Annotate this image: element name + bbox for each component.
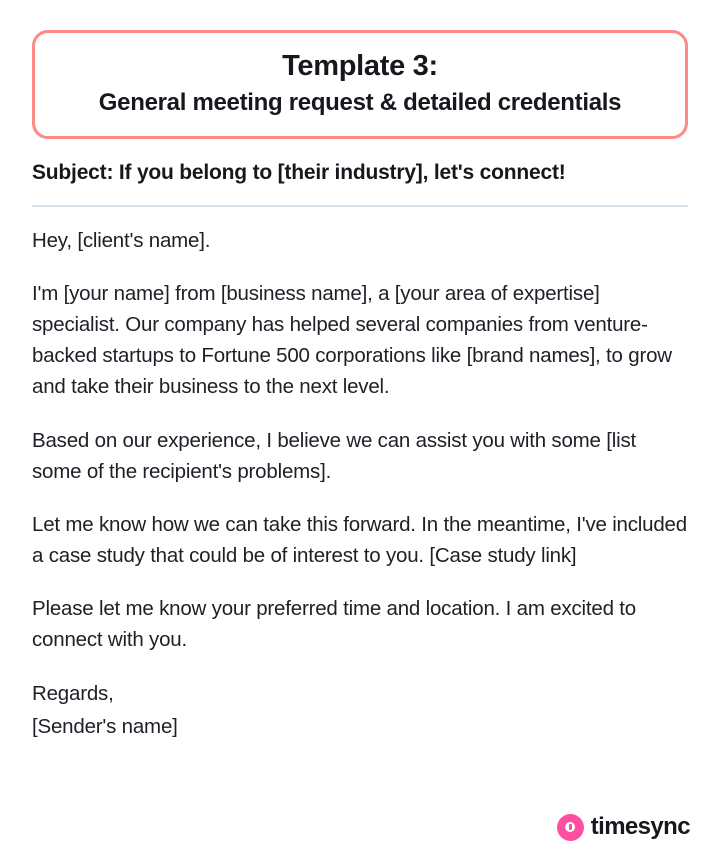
email-subject: Subject: If you belong to [their industry], let's connect! <box>32 160 566 184</box>
page-title: Template 3: <box>282 50 438 82</box>
brand-logo <box>557 813 690 841</box>
email-paragraph-2: Based on our experience, I believe we can assist you with some [list some of the recipient's problems]. <box>32 428 636 483</box>
email-paragraph-1: I'm [your name] from [business name], a [your area of expertise] specialist. Our company has helped several companies from venture-backed startups to Fortune 500 corporations like [brand names], to grow and take their business to the next level. <box>32 281 672 399</box>
email-body <box>32 225 688 742</box>
email-sender-name: [Sender's name] <box>32 714 178 738</box>
template-header-card <box>32 30 688 139</box>
section-divider <box>32 205 688 207</box>
email-closing: Regards, <box>32 681 114 705</box>
timesync-logo-icon <box>557 814 584 841</box>
email-greeting: Hey, [client's name]. <box>32 228 211 252</box>
email-paragraph-4: Please let me know your preferred time and location. I am excited to connect with you. <box>32 597 636 652</box>
email-paragraph-3: Let me know how we can take this forward. In the meantime, I've included a case study that could be of interest to you. [Case study link] <box>32 512 687 568</box>
email-signature-block <box>32 678 688 742</box>
brand-name: timesync <box>590 813 690 840</box>
page-subtitle: General meeting request & detailed credentials <box>98 88 622 116</box>
